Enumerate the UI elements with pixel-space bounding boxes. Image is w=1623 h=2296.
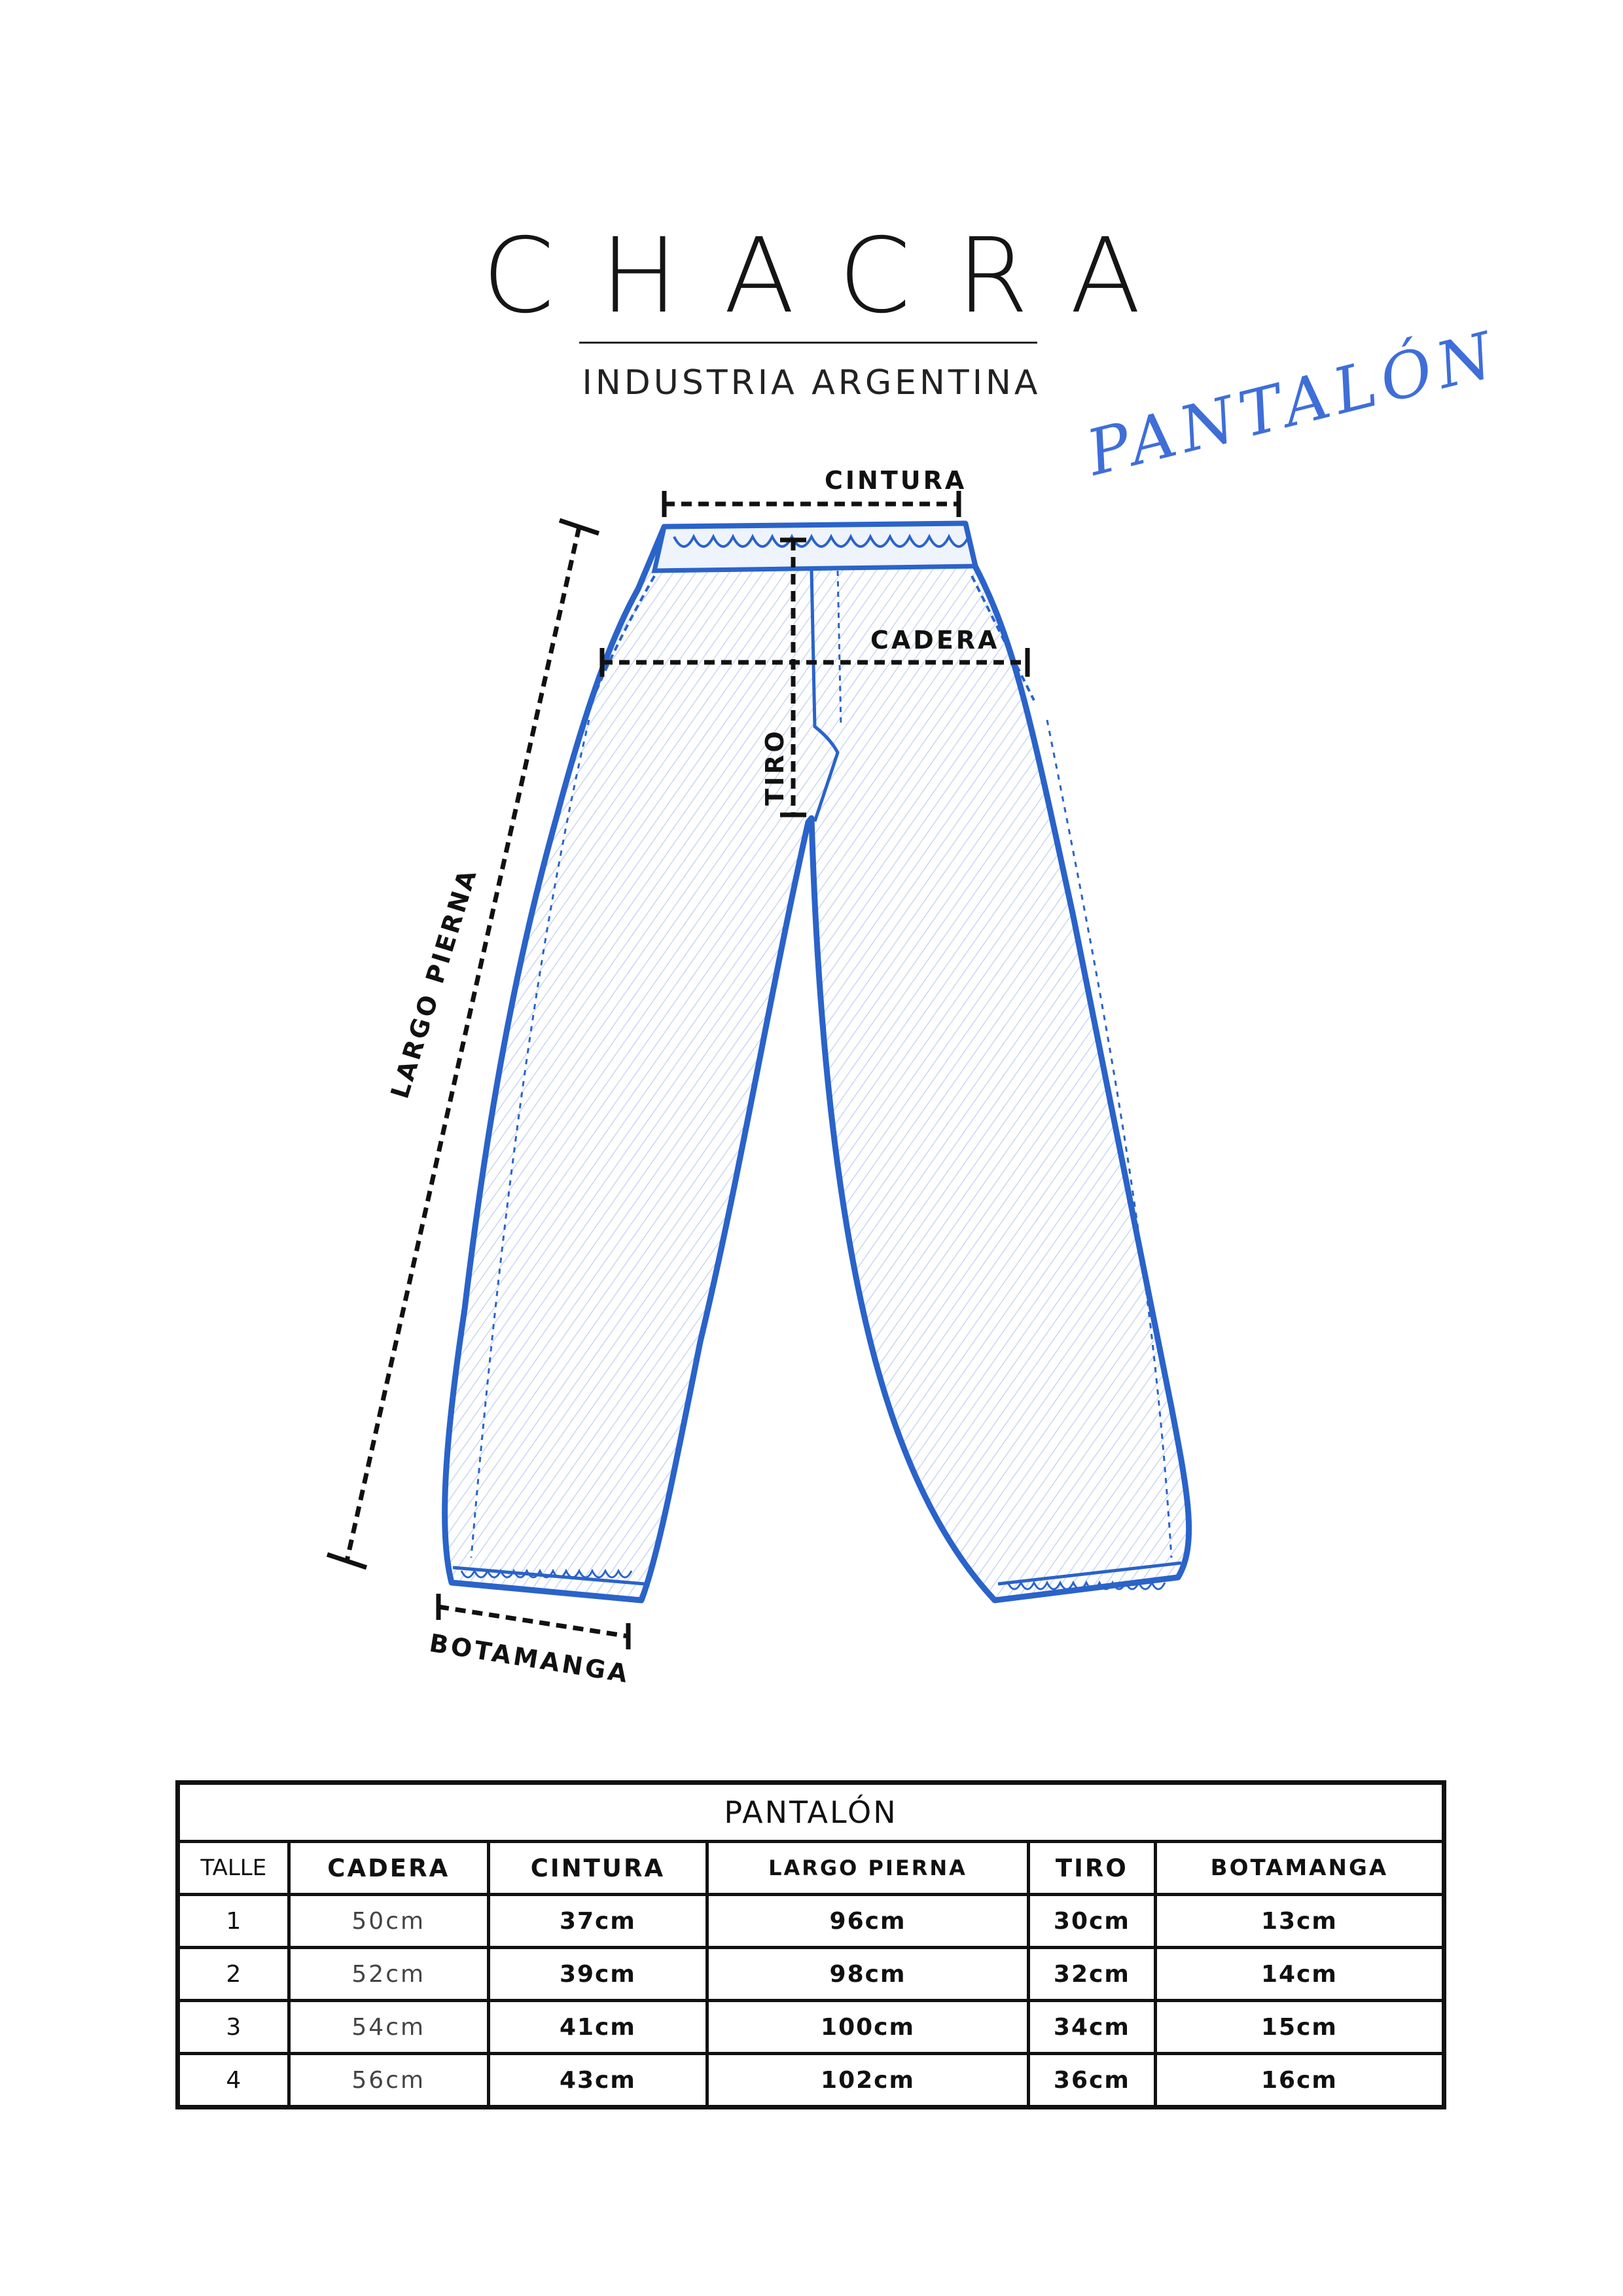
header-tiro: TIRO — [1028, 1842, 1155, 1895]
cell-talle: 3 — [178, 2001, 289, 2054]
table-row — [178, 1895, 1444, 1948]
cell-largo-pierna: 96cm — [707, 1895, 1029, 1948]
cell-tiro: 34cm — [1028, 2001, 1155, 2054]
cell-tiro: 36cm — [1028, 2054, 1155, 2108]
cell-botamanga: 14cm — [1155, 1948, 1444, 2001]
cell-cintura: 37cm — [488, 1895, 707, 1948]
largo-pierna-label: LARGO PIERNA — [385, 864, 483, 1102]
header-talle: TALLE — [178, 1842, 289, 1895]
cell-talle: 2 — [178, 1948, 289, 2001]
measure-cintura — [664, 491, 959, 517]
cell-largo-pierna: 102cm — [707, 2054, 1029, 2108]
cell-talle: 1 — [178, 1895, 289, 1948]
cell-cadera: 50cm — [289, 1895, 488, 1948]
cell-cintura: 43cm — [488, 2054, 707, 2108]
size-table — [175, 1780, 1446, 2109]
cell-cadera: 52cm — [289, 1948, 488, 2001]
cell-botamanga: 15cm — [1155, 2001, 1444, 2054]
brand-title: CHACRA — [482, 216, 1187, 336]
cell-cintura: 41cm — [488, 2001, 707, 2054]
table-row — [178, 1948, 1444, 2001]
cell-cadera: 54cm — [289, 2001, 488, 2054]
header-cadera: CADERA — [289, 1842, 488, 1895]
cell-largo-pierna: 100cm — [707, 2001, 1029, 2054]
table-row — [178, 2054, 1444, 2108]
cell-cadera: 56cm — [289, 2054, 488, 2108]
cell-tiro: 32cm — [1028, 1948, 1155, 2001]
cell-talle: 4 — [178, 2054, 289, 2108]
cintura-label: CINTURA — [825, 466, 967, 495]
brand-subtitle: INDUSTRIA ARGENTINA — [582, 363, 1041, 403]
table-header-row — [178, 1842, 1444, 1895]
table-title: PANTALÓN — [178, 1783, 1444, 1842]
cadera-label: CADERA — [870, 626, 1000, 655]
cell-botamanga: 16cm — [1155, 2054, 1444, 2108]
tiro-label: TIRO — [760, 728, 789, 806]
cell-cintura: 39cm — [488, 1948, 707, 2001]
botamanga-label: BOTAMANGA — [427, 1628, 632, 1689]
pants-outline — [445, 524, 1189, 1600]
cell-botamanga: 13cm — [1155, 1895, 1444, 1948]
handwritten-garment-label: PANTALÓN — [1080, 317, 1507, 490]
header-cintura: CINTURA — [488, 1842, 707, 1895]
table-row — [178, 2001, 1444, 2054]
cell-largo-pierna: 98cm — [707, 1948, 1029, 2001]
header-botamanga: BOTAMANGA — [1155, 1842, 1444, 1895]
header-largo-pierna: LARGO PIERNA — [707, 1842, 1029, 1895]
cell-tiro: 30cm — [1028, 1895, 1155, 1948]
